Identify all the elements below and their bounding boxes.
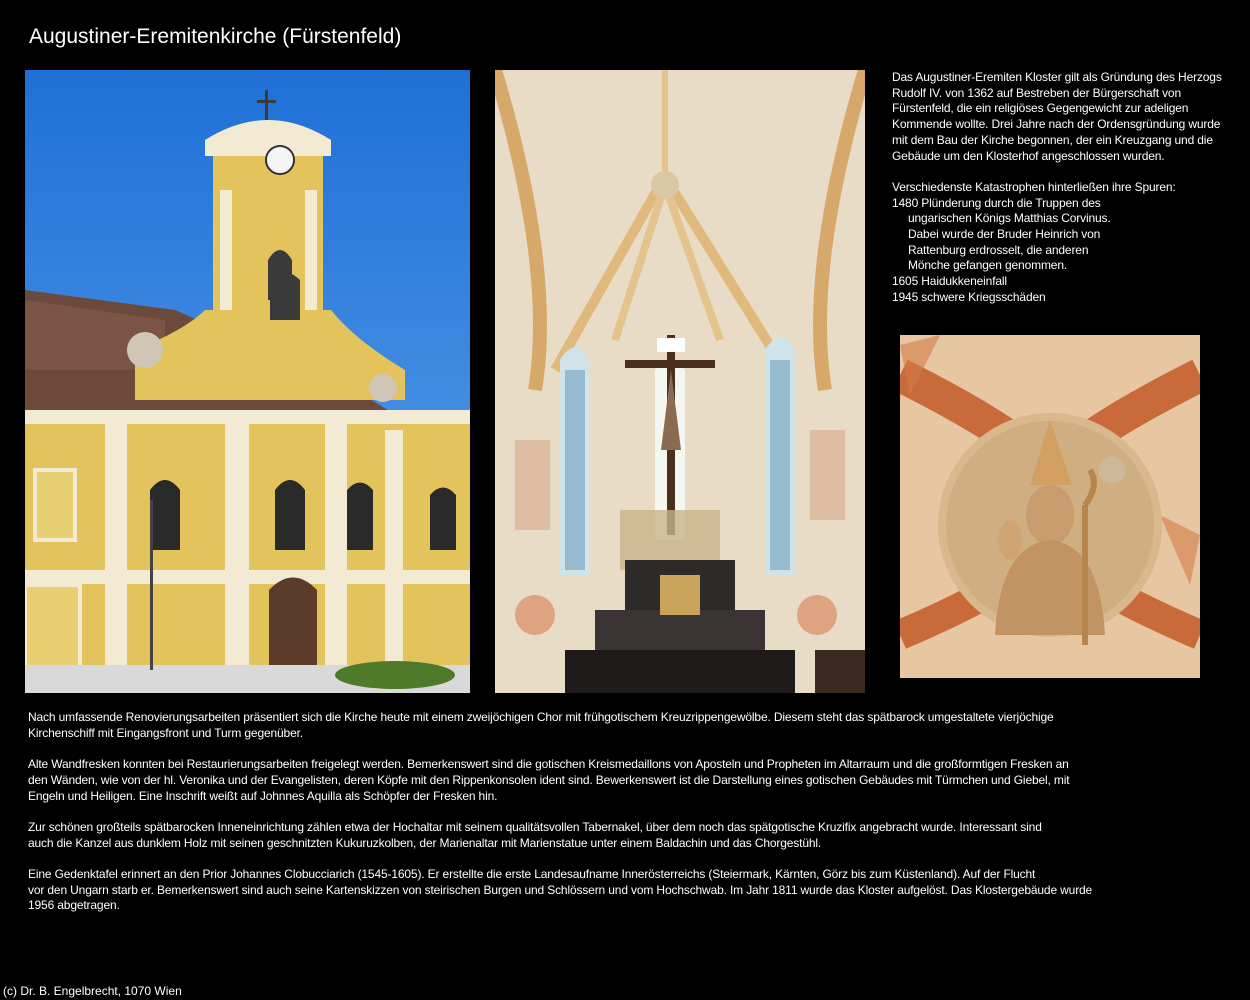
catastrophes-intro: Verschiedenste Katastrophen hinterließen ihre Spuren:: [892, 179, 1176, 194]
renovation-paragraph: [28, 710, 1148, 741]
text-line: Gebäude um den Klosterhof angeschlossen wurden.: [892, 148, 1165, 163]
founding-paragraph: [892, 70, 1240, 164]
text-line: vor den Ungarn starb er. Bemerkenswert sind auch seine Kartenskizzen von steirischen Burgen und Schlössern und vom Hochschwab. Im Jahr 1811 wurde das Kloster aufgelöst. Das Klostergebäude wurde: [28, 882, 1093, 897]
event-line: Rattenburg erdrosselt, die anderen: [908, 242, 1089, 257]
description-text: [28, 710, 1148, 930]
page-title: Augustiner-Eremitenkirche (Fürstenfeld): [29, 25, 402, 48]
frescoes-paragraph: [28, 757, 1148, 804]
history-text: [892, 70, 1240, 306]
text-line: auch die Kanzel aus dunklem Holz mit seinen geschnitzten Kukuruzkolben, der Marienaltar mit Marienstatue unter einem Baldachin und das Chorgestühl.: [28, 835, 822, 850]
keystone-bishop-relief-photo: [900, 335, 1200, 678]
copyright-footer: (c) Dr. B. Engelbrecht, 1070 Wien: [3, 984, 182, 998]
text-line: 1956 abgetragen.: [28, 898, 120, 913]
text-line: Alte Wandfresken konnten bei Restaurierungsarbeiten freigelegt werden. Bemerkenswert sind die gotischen Kreismedaillons von Aposteln und Propheten im Altarraum und die großformtigen Fresken an: [28, 757, 1069, 772]
text-line: Nach umfassende Renovierungsarbeiten präsentiert sich die Kirche heute mit einem zweijöchigen Chor mit frühgotischem Kreuzrippengewölbe. Diesem steht das spätbarock umgestaltete vierjöchige: [28, 710, 1054, 724]
gothic-choir-altar-photo: [495, 70, 865, 693]
interior-paragraph: [28, 820, 1148, 851]
event-line: Dabei wurde der Bruder Heinrich von: [908, 227, 1101, 242]
text-line: Zur schönen großteils spätbarocken Inneneinrichtung zählen etwa der Hochaltar mit seinem qualitätsvollen Tabernakel, über dem noch das spätgotische Kruzifix angebracht wurde. Interessant sind: [28, 819, 1042, 834]
text-line: Kirchenschiff mit Eingangsfront und Turm gegenüber.: [28, 725, 303, 740]
memorial-paragraph: [28, 867, 1148, 914]
catastrophes-list: [892, 180, 1240, 306]
event-line: ungarischen Königs Matthias Corvinus.: [908, 211, 1111, 226]
event-line: 1480 Plünderung durch die Truppen des: [892, 195, 1101, 210]
text-line: mit dem Bau der Kirche begonnen, der ein Kreuzgang und die: [892, 132, 1213, 147]
text-line: Rudolf IV. von 1362 auf Bestreben der Bürgerschaft von: [892, 85, 1181, 100]
text-line: Das Augustiner-Eremiten Kloster gilt als Gründung des Herzogs: [892, 70, 1222, 84]
text-line: den Wänden, wie von der hl. Veronika und der Evangelisten, deren Köpfe mit den Rippenkonsolen ident sind. Bewerkenswert ist die Darstellung eines gotischen Gebäudes mit Türmchen und Giebel, mit: [28, 772, 1070, 787]
church-facade-photo: [25, 70, 470, 693]
text-line: Kommende wollte. Drei Jahre nach der Ordensgründung wurde: [892, 117, 1221, 132]
text-line: Fürstenfeld, die ein religiöses Gegengewicht zur adeligen: [892, 101, 1189, 116]
text-line: Eine Gedenktafel erinnert an den Prior Johannes Clobucciarich (1545-1605). Er erstellte die erste Landesaufname Innerösterreichs (Steiermark, Kärnten, Görz bis zum Küstenland). Auf der Flucht: [28, 866, 1036, 881]
event-line: Mönche gefangen genommen.: [908, 258, 1068, 273]
text-line: Engeln und Heiligen. Eine Inschrift weißt auf Johnnes Aquilla als Schöpfer der Fresken hin.: [28, 788, 498, 803]
event-line: 1945 schwere Kriegsschäden: [892, 289, 1046, 304]
event-line: 1605 Haidukkeneinfall: [892, 274, 1007, 289]
